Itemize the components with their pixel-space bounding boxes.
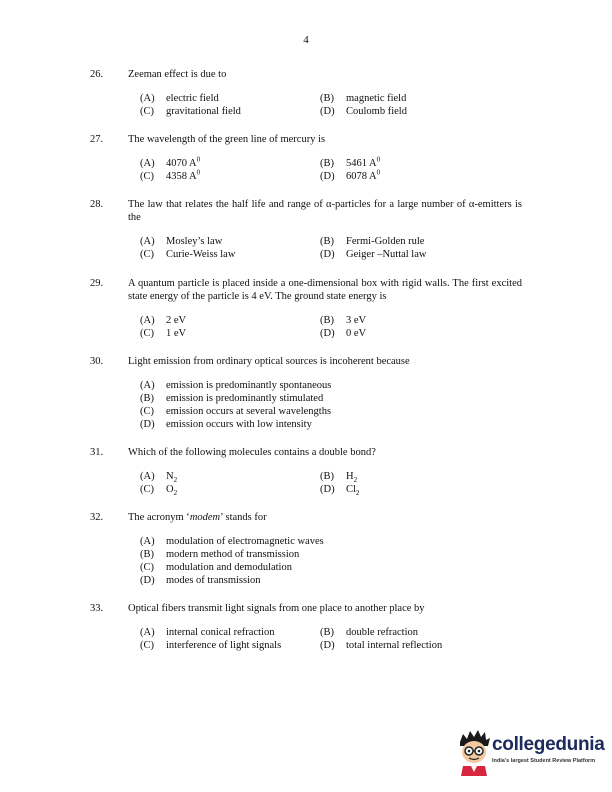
question-number: 32. (90, 512, 104, 523)
page-number: 4 (303, 34, 309, 46)
option-c: (C) interference of light signals (140, 640, 282, 651)
question-text: Optical fibers transmit light signals from one place to another place by (128, 603, 425, 614)
question-33 (90, 602, 522, 652)
question-30 (90, 355, 522, 431)
option-c: (C) 1 eV (140, 328, 187, 339)
mascot-icon (454, 728, 494, 776)
question-text: Light emission from ordinary optical sources is incoherent because (128, 356, 410, 367)
logo-tagline: India's largest Student Review Platform (492, 758, 596, 764)
option-c: (C) $O_2$ (140, 484, 178, 498)
options (140, 535, 522, 587)
option-a: (A) internal conical refraction (140, 627, 275, 638)
option-a: (A) 2 eV (140, 315, 187, 326)
option-d: (D) total internal reflection (320, 640, 443, 651)
option-c: (C) modulation and demodulation (140, 562, 292, 573)
option-a: (A) modulation of electromagnetic waves (140, 536, 324, 547)
collegedunia-logo (454, 728, 604, 776)
question-number: 30. (90, 356, 104, 367)
options (140, 157, 522, 183)
question-number: 29. (90, 278, 104, 289)
option-a: (A) electric field (140, 93, 219, 104)
question-text: The acronym ‘modem’ stands for (128, 512, 267, 523)
option-b: (B) double refraction (320, 627, 419, 638)
option-b: (B) magnetic field (320, 93, 407, 104)
question-32 (90, 511, 522, 587)
question-26 (90, 68, 522, 118)
logo-name: collegedunia (492, 734, 605, 755)
options (140, 379, 522, 431)
question-29 (90, 277, 522, 340)
option-d: (D) Geiger –Nuttal law (320, 249, 427, 260)
options (140, 92, 522, 118)
question-number: 31. (90, 447, 104, 458)
option-c: (C) emission occurs at several wavelengths (140, 406, 332, 417)
question-31 (90, 446, 522, 496)
option-b: (B) 3 eV (320, 315, 367, 326)
question-number: 33. (90, 603, 104, 614)
option-a: (A) 4070 $A^0$ (140, 155, 201, 169)
option-d: (D) modes of transmission (140, 575, 261, 586)
option-a: (A) Mosley’s law (140, 236, 223, 247)
option-d: (D) Coulomb field (320, 106, 407, 117)
question-text: The wavelength of the green line of mercury is (128, 134, 326, 145)
options (140, 626, 522, 652)
question-text: Which of the following molecules contains a double bond? (128, 447, 376, 458)
options (140, 235, 522, 261)
option-b: (B) emission is predominantly stimulated (140, 393, 324, 404)
option-b: (B) 5461 $A^0$ (320, 155, 381, 169)
options (140, 314, 522, 340)
options (140, 470, 522, 496)
question-28 (90, 198, 522, 261)
option-d: (D) $Cl_2$ (320, 484, 360, 498)
option-d: (D) emission occurs with low intensity (140, 419, 312, 430)
question-text: Zeeman effect is due to (128, 69, 227, 80)
question-text: A quantum particle is placed inside a one-dimensional box with rigid walls. The first excited state energy of the particle is 4 eV. The ground state energy is (128, 278, 522, 302)
question-number: 26. (90, 69, 104, 80)
question-number: 28. (90, 199, 104, 210)
question-text: The law that relates the half life and range of α-particles for a large number of α-emitters is the (128, 199, 522, 223)
option-c: (C) 4358 $A^0$ (140, 168, 201, 182)
option-d: (D) 6078 $A^0$ (320, 168, 381, 182)
option-a: (A) $N_2$ (140, 471, 178, 485)
option-c: (C) Curie-Weiss law (140, 249, 236, 260)
question-number: 27. (90, 134, 104, 145)
option-b: (B) $H_2$ (320, 471, 358, 485)
option-c: (C) gravitational field (140, 106, 241, 117)
question-27 (90, 133, 522, 183)
option-b: (B) Fermi-Golden rule (320, 236, 425, 247)
option-a: (A) emission is predominantly spontaneous (140, 380, 332, 391)
option-b: (B) modern method of transmission (140, 549, 300, 560)
option-d: (D) 0 eV (320, 328, 367, 339)
